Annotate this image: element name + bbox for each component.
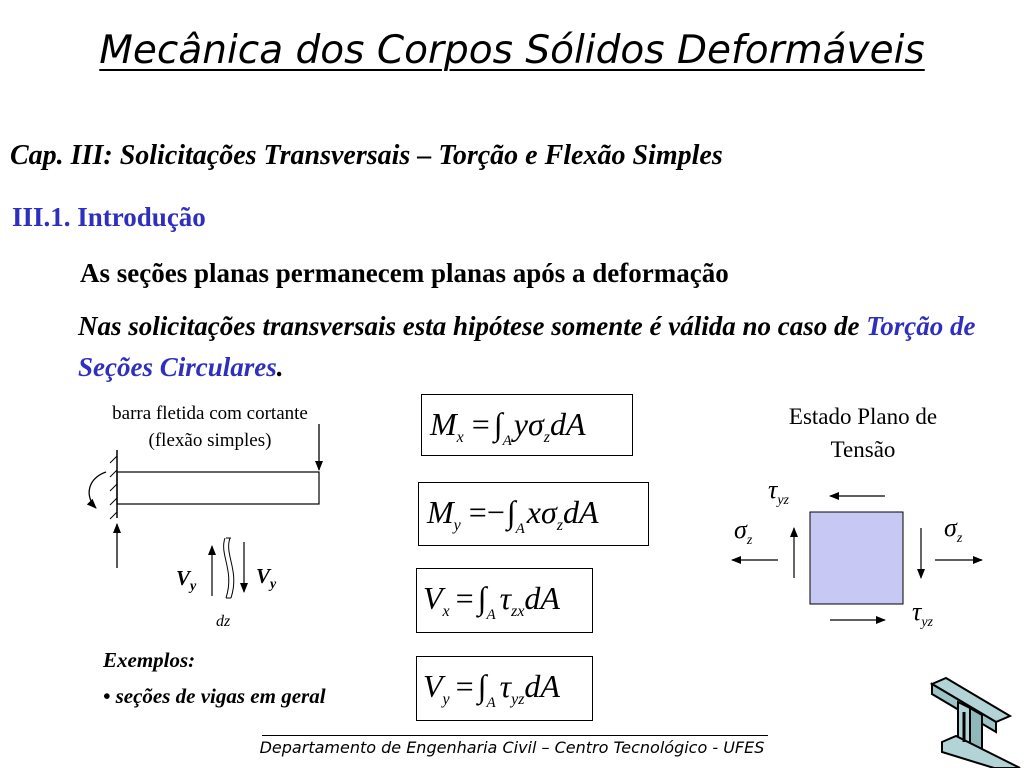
lead-statement: As seções planas permanecem planas após a deformação — [80, 258, 729, 288]
shear-label-right: $V_y$ — [256, 564, 277, 592]
slide-title: Mecânica dos Corpos Sólidos Deformáveis — [99, 28, 925, 73]
moment-arrow — [89, 472, 106, 508]
equation-shear-x — [416, 568, 593, 633]
beam-bar — [117, 472, 319, 504]
examples-heading: Exemplos: — [103, 648, 196, 672]
shear-label-left: $V_y$ — [176, 566, 197, 594]
stress-element-diagram — [720, 470, 990, 645]
equation-moment-y — [418, 482, 649, 546]
paragraph-end: . — [276, 352, 284, 382]
equation-moment-x-text: $M_x = \int_Ay\sigma_zdA$ — [430, 406, 586, 449]
stress-element-square — [810, 512, 903, 604]
beam-diagram — [70, 420, 350, 640]
hypothesis-paragraph — [78, 306, 978, 388]
wall-hatching — [110, 456, 117, 519]
stress-caption-line1: Estado Plano de — [788, 404, 938, 429]
stress-caption-line2: Tensão — [830, 437, 896, 462]
sigma-label-left: $\sigma_z$ — [734, 515, 753, 548]
equation-moment-y-text: $M_y =-\int_Ax\sigma_zdA$ — [427, 494, 599, 537]
slice-right-face — [229, 538, 234, 598]
paragraph-text: Nas solicitações transversais esta hipótese somente é válida no caso de — [78, 311, 867, 341]
i-beam-logo-icon — [924, 672, 1024, 768]
stress-state-caption — [748, 400, 978, 466]
chapter-heading: Cap. III: Solicitações Transversais – Torção e Flexão Simples — [10, 140, 723, 171]
equation-moment-x — [421, 394, 633, 456]
footer-text: Departamento de Engenharia Civil – Centro Tecnológico - UFES — [259, 738, 765, 757]
beam-caption-line2: (flexão simples) — [148, 430, 272, 451]
slice-left-face — [224, 538, 229, 598]
beam-caption-line1: barra fletida com cortante — [112, 403, 308, 424]
equation-shear-x-text: $V_x = \int_A$ $\tau_{zx}dA$ — [423, 580, 560, 623]
tau-label-top: $\tau_{yz}$ — [768, 475, 789, 508]
equation-shear-y — [416, 656, 593, 721]
footer-rule — [262, 735, 768, 736]
sigma-label-right: $\sigma_z$ — [944, 513, 963, 546]
examples-item: • seções de vigas em geral — [103, 684, 326, 708]
paragraph-highlight: Torção de Seções Circulares — [78, 311, 976, 382]
equation-shear-y-text: $V_y = \int_A$ $\tau_{yz}dA$ — [423, 668, 560, 711]
tau-label-bottom: $\tau_{yz}$ — [912, 597, 933, 630]
section-heading: III.1. Introdução — [12, 202, 206, 232]
dz-label: dz — [216, 613, 231, 630]
